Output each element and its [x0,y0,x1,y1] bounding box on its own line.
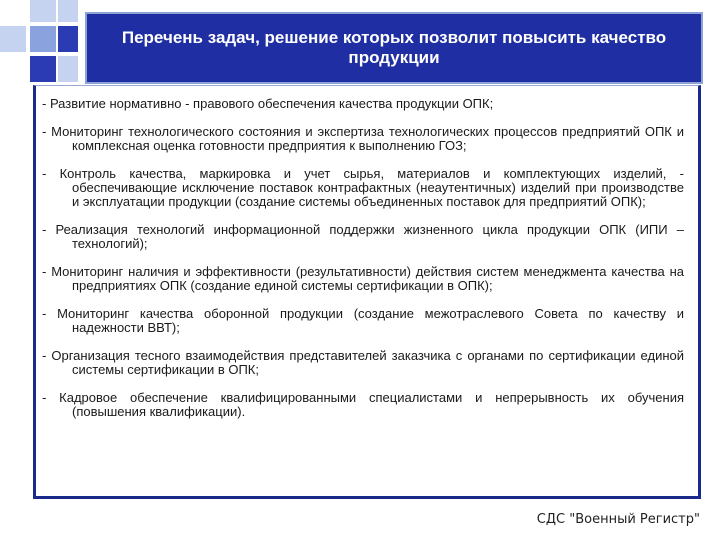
list-item: - Мониторинг наличия и эффективности (результативности) действия систем менеджмента качества на предприятиях ОПК (создание единой системы сертификации в ОПК); [42,264,684,293]
list-item: - Мониторинг технологического состояния и экспертиза технологических процессов предприятий ОПК и комплексная оценка готовности предприятия к выполнению ГОЗ; [42,124,684,153]
decor-square [58,56,78,82]
list-item: - Реализация технологий информационной поддержки жизненного цикла продукции ОПК (ИПИ – технологий); [42,222,684,251]
title-bar [85,12,703,84]
decor-square [30,0,56,22]
task-list-box [33,85,701,499]
decor-square [30,56,56,82]
list-item: - Развитие нормативно - правового обеспечения качества продукции ОПК; [42,96,494,111]
page-title: Перечень задач, решение которых позволит повысить качество продукции [121,28,667,67]
task-list [36,86,698,433]
footer-org: СДС "Военный Регистр" [536,512,700,527]
decor-square [30,26,56,52]
decor-square [58,26,78,52]
list-item: - Организация тесного взаимодействия представителей заказчика с органами по сертификации единой системы сертификации в ОПК; [42,348,684,377]
list-item: - Мониторинг качества оборонной продукции (создание межотраслевого Совета по качеству и надежности ВВТ); [42,306,684,335]
list-item: - Кадровое обеспечение квалифицированными специалистами и непрерывность их обучения (повышения квалификации). [42,390,684,419]
decor-square [58,0,78,22]
list-item: - Контроль качества, маркировка и учет сырья, материалов и комплектующих изделий, - обеспечивающие исключение поставок контрафактных (неаутентичных) изделий при производстве и эксплуатации продукции (создание системы объединенных поставок для предприятий ОПК); [42,166,684,209]
decor-square [0,26,26,52]
